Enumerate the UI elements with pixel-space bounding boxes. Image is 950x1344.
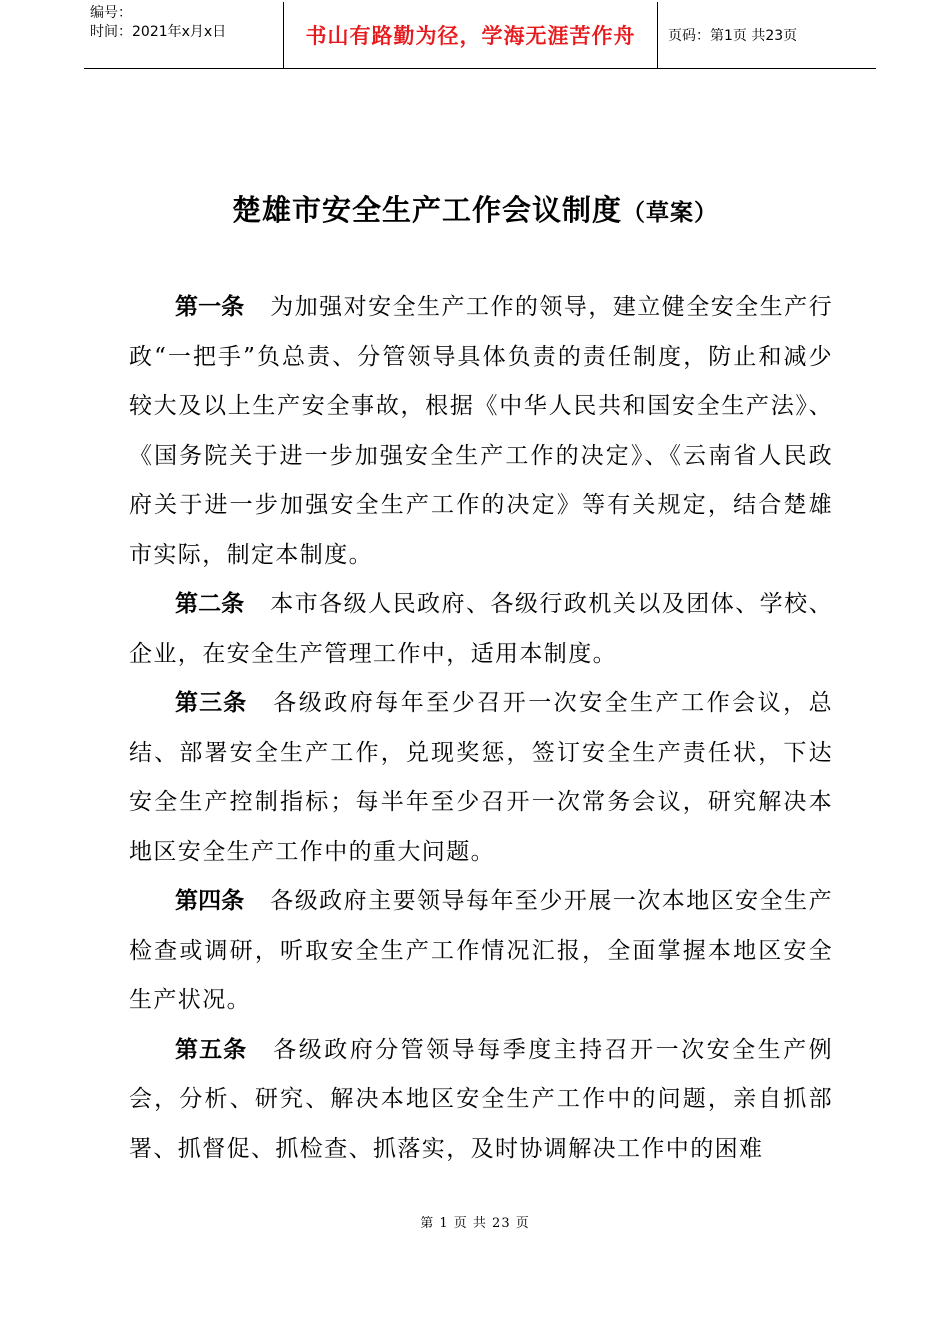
article-label: 第二条: [175, 591, 245, 617]
article-label: 第四条: [175, 888, 245, 914]
document-body: [129, 283, 833, 1174]
article-text: 各级政府主要领导每年至少开展一次本地区安全生产检查或调研，听取安全生产工作情况汇报，全面掌握本地区安全生产状况。: [129, 888, 833, 1013]
article-paragraph: [129, 877, 833, 1026]
article-label: 第一条: [175, 294, 245, 320]
article-text: 为加强对安全生产工作的领导，建立健全安全生产行政“一把手”负总责、分管领导具体负责的责任制度，防止和减少较大及以上生产安全事故，根据《中华人民共和国安全生产法》、《国务院关于进一步加强安全生产工作的决定》、《云南省人民政府关于进一步加强安全生产工作的决定》等有关规定，结合楚雄市实际，制定本制度。: [129, 294, 833, 568]
article-label: 第三条: [175, 690, 248, 716]
article-paragraph: [129, 1026, 833, 1175]
article-text: 各级政府分管领导每季度主持召开一次安全生产例会，分析、研究、解决本地区安全生产工作中的问题，亲自抓部署、抓督促、抓检查、抓落实，及时协调解决工作中的困难: [129, 1036, 833, 1162]
page-header: [84, 2, 876, 69]
article-label: 第五条: [175, 1036, 248, 1063]
document-title: [0, 188, 950, 229]
header-motto: 书山有路勤为径，学海无涯苦作舟: [305, 24, 636, 48]
page-footer: 第 1 页 共 23 页: [420, 1216, 530, 1231]
document-time: 时间：2021年x月x日: [90, 24, 227, 40]
article-paragraph: [129, 580, 833, 679]
document-number-label: 编号：: [90, 5, 132, 21]
article-paragraph: [129, 283, 833, 580]
title-main: 楚雄市安全生产工作会议制度: [231, 193, 622, 227]
header-meta-cell: [84, 2, 284, 68]
article-text: 各级政府每年至少召开一次安全生产工作会议，总结、部署安全生产工作，兑现奖惩，签订安全生产责任状，下达安全生产控制指标；每半年至少召开一次常务会议，研究解决本地区安全生产工作中的重大问题。: [129, 690, 833, 865]
article-text: 本市各级人民政府、各级行政机关以及团体、学校、企业，在安全生产管理工作中，适用本制度。: [129, 591, 833, 667]
article-paragraph: [129, 679, 833, 877]
title-suffix: （草案）: [622, 200, 718, 226]
header-page-info: 页码：第1页 共23页: [668, 28, 798, 44]
header-motto-cell: [284, 2, 658, 68]
